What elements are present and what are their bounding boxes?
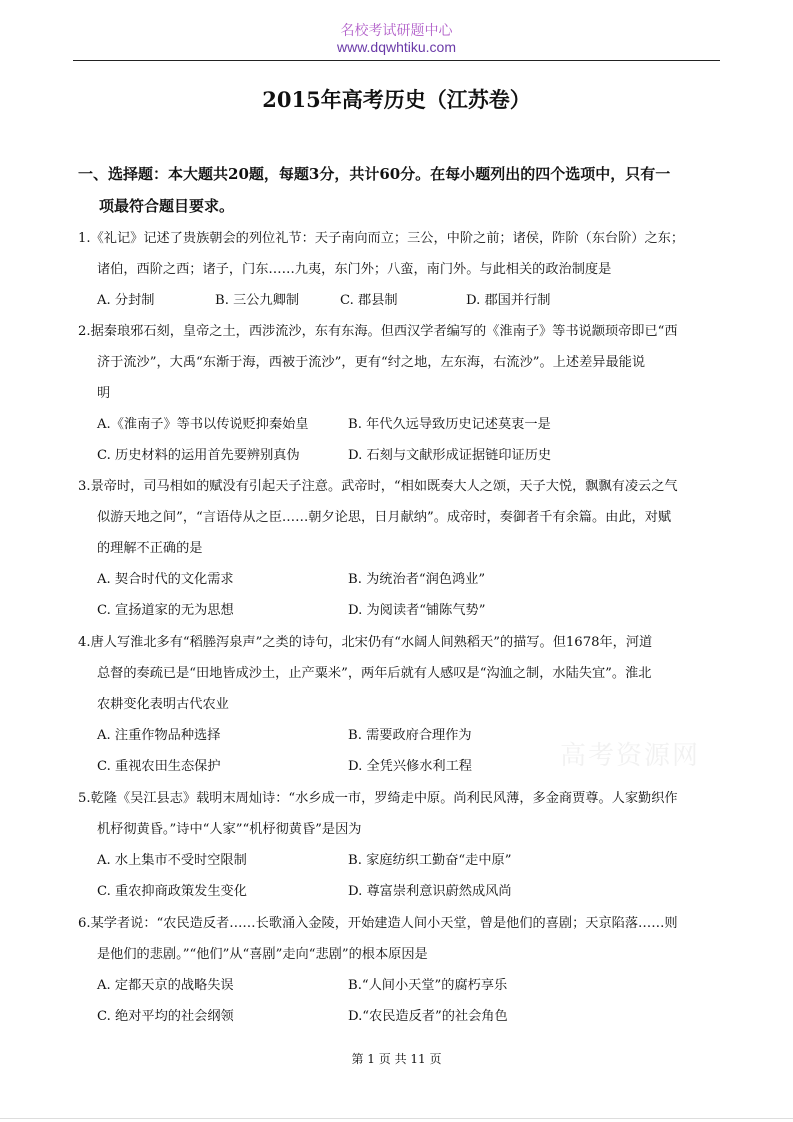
option-d[interactable]: D.“农民造反者”的社会角色	[348, 1009, 508, 1024]
question-6-options-row-1	[78, 970, 726, 1001]
header-divider	[73, 60, 720, 61]
question-3-options-row-1	[78, 564, 726, 595]
option-b[interactable]: B.“人间小天堂”的腐朽享乐	[348, 978, 508, 993]
option-c[interactable]: C. 绝对平均的社会纲领	[97, 1009, 234, 1024]
section-heading-line2: 项最符合题目要求。	[99, 197, 235, 215]
question-3-options-row-2	[78, 595, 726, 626]
question-3	[78, 471, 726, 626]
section-heading-line1: 一、选择题：本大题共20题，每题3分，共计60分。在每小题列出的四个选项中，只有一	[78, 165, 671, 183]
option-b[interactable]: B. 家庭纺织工勤奋“走中原”	[348, 853, 512, 868]
option-a[interactable]: A.《淮南子》等书以传说贬抑秦始皇	[97, 417, 309, 432]
option-a[interactable]: A. 水上集市不受时空限制	[97, 853, 247, 868]
question-3-line-1: 3.景帝时，司马相如的赋没有引起天子注意。武帝时，“相如既奏大人之颂，天子大悦，飘飘有凌云之气	[78, 479, 678, 494]
question-6-line-1: 6.某学者说：“农民造反者……长歌涌入金陵，开始建造人间小天堂，曾是他们的喜剧；天京陷落……则	[78, 916, 678, 931]
site-name: 名校考试研题中心	[340, 23, 453, 39]
question-5-options-row-1	[78, 845, 726, 876]
option-a[interactable]: A. 定都天京的战略失误	[97, 978, 234, 993]
option-d[interactable]: D. 郡国并行制	[466, 293, 551, 308]
question-4-line-1: 4.唐人写淮北多有“稻塍泻泉声”之类的诗句，北宋仍有“水阔人间熟稻天”的描写。但1678年，河道	[78, 635, 653, 650]
page-bottom-edge	[0, 1118, 793, 1119]
option-b[interactable]: B. 为统治者“润色鸿业”	[348, 572, 486, 587]
question-2-options-row-2	[78, 440, 726, 471]
question-1-line-2: 诸伯，西阶之西；诸子，门东……九夷，东门外；八蛮，南门外。与此相关的政治制度是	[97, 262, 612, 277]
watermark: 高考资源网	[560, 741, 701, 771]
footer-mid: 页 共	[378, 1052, 407, 1066]
option-b[interactable]: B. 需要政府合理作为	[348, 728, 472, 743]
question-2-options-row-1	[78, 409, 726, 440]
option-c[interactable]: C. 重农抑商政策发生变化	[97, 884, 247, 899]
page-footer	[0, 1050, 793, 1067]
footer-total-pages: 11	[410, 1052, 426, 1066]
question-4-line-3: 农耕变化表明古代农业	[97, 697, 229, 712]
question-6-options-row-2	[78, 1001, 726, 1032]
question-1	[78, 223, 726, 316]
question-3-line-3: 的理解不正确的是	[97, 541, 203, 556]
question-2-line-3: 明	[97, 386, 111, 401]
option-a[interactable]: A. 契合时代的文化需求	[97, 572, 234, 587]
question-2-line-1: 2.据秦琅邪石刻，皇帝之土，西涉流沙，东有东海。但西汉学者编写的《淮南子》等书说颛顼帝即已“西	[78, 324, 678, 339]
question-4-line-2: 总督的奏疏已是“田地皆成沙土，止产粟米”，两年后就有人感叹是“沟洫之制，水陆失宜”。淮北	[97, 666, 652, 681]
question-6	[78, 908, 726, 1032]
question-3-line-2: 似游天地之间”，“言语侍从之臣……朝夕论思，日月献纳”。成帝时，奏御者千有余篇。由此，对赋	[97, 510, 672, 525]
option-d[interactable]: D. 全凭兴修水利工程	[348, 759, 472, 774]
option-c[interactable]: C. 宣扬道家的无为思想	[97, 603, 234, 618]
option-c[interactable]: C. 重视农田生态保护	[97, 759, 221, 774]
footer-suffix: 页	[429, 1052, 442, 1066]
option-c[interactable]: C. 历史材料的运用首先要辨别真伪	[97, 448, 300, 463]
footer-prefix: 第	[351, 1052, 364, 1066]
question-2	[78, 316, 726, 471]
option-d[interactable]: D. 尊富崇利意识蔚然成风尚	[348, 884, 512, 899]
question-2-line-2: 济于流沙”，大禹“东渐于海，西被于流沙”，更有“纣之地，左东海，右流沙”。上述差异最能说	[97, 355, 646, 370]
option-a[interactable]: A. 注重作物品种选择	[97, 728, 221, 743]
question-5	[78, 783, 726, 907]
section-heading	[78, 158, 728, 222]
question-5-line-2: 机杼彻黄昏。”诗中“人家”“机杼彻黄昏”是因为	[97, 822, 362, 837]
option-c[interactable]: C. 郡县制	[340, 293, 398, 308]
option-a[interactable]: A. 分封制	[97, 293, 155, 308]
question-5-options-row-2	[78, 876, 726, 907]
option-d[interactable]: D. 为阅读者“铺陈气势”	[348, 603, 486, 618]
question-1-line-1: 1.《礼记》记述了贵族朝会的列位礼节：天子南向而立；三公，中阶之前；诸侯，阼阶（东台阶）之东；	[78, 231, 685, 246]
question-6-line-2: 是他们的悲剧。”“他们”从“喜剧”走向“悲剧”的根本原因是	[97, 947, 428, 962]
site-url-link[interactable]: www.dqwhtiku.com	[336, 39, 457, 55]
option-d[interactable]: D. 石刻与文献形成证据链印证历史	[348, 448, 552, 463]
page-title: 2015年高考历史（江苏卷）	[262, 87, 531, 112]
question-5-line-1: 5.乾隆《吴江县志》载明末周灿诗：“水乡成一市，罗绮走中原。尚利民风薄，多金商贾尊。人家勤织作	[78, 791, 678, 806]
option-b[interactable]: B. 三公九卿制	[215, 293, 300, 308]
option-b[interactable]: B. 年代久远导致历史记述莫衷一是	[348, 417, 551, 432]
question-1-options	[78, 285, 726, 316]
footer-page-number: 1	[367, 1052, 375, 1066]
